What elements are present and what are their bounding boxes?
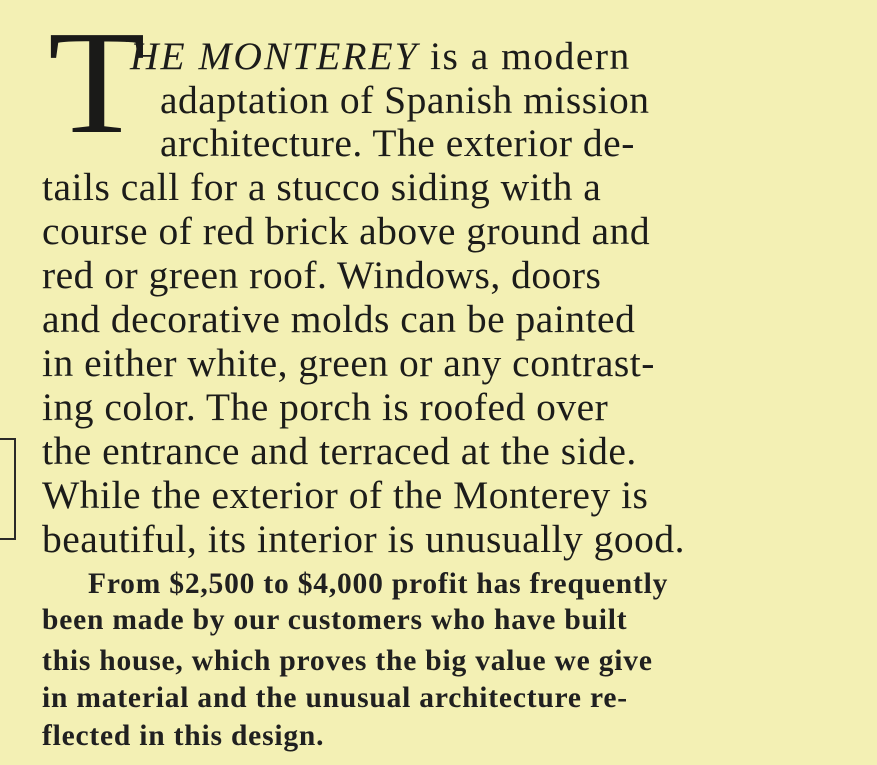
text-line: architecture. The exterior de- [160,121,635,165]
text-line: course of red brick above ground and [42,209,651,253]
text-line: beautiful, its interior is unusually good. [42,517,686,561]
text-line: While the exterior of the Monterey is [42,473,649,517]
profit-line: been made by our customers who have built [42,604,628,636]
text-fragment: is a modern [418,34,631,78]
profit-line: this house, which proves the big value we give [42,645,653,677]
text-line: adaptation of Spanish mission [160,78,650,122]
profit-line: in material and the unusual architecture re- [42,682,628,714]
text-line: the entrance and terraced at the side. [42,429,637,473]
profit-line: From $2,500 to $4,000 profit has frequently [88,568,669,600]
profit-line: flected in this design. [42,720,325,752]
text-line: and decorative molds can be painted [42,297,636,341]
margin-bracket [0,438,16,540]
text-line: in either white, green or any contrast- [42,341,655,385]
drop-cap: T [48,1,146,165]
text-line: ing color. The porch is roofed over [42,385,609,429]
text-line: tails call for a stucco siding with a [42,165,602,209]
text-line [130,34,631,78]
house-name: HE MONTEREY [130,34,419,78]
text-line: red or green roof. Windows, doors [42,253,602,297]
